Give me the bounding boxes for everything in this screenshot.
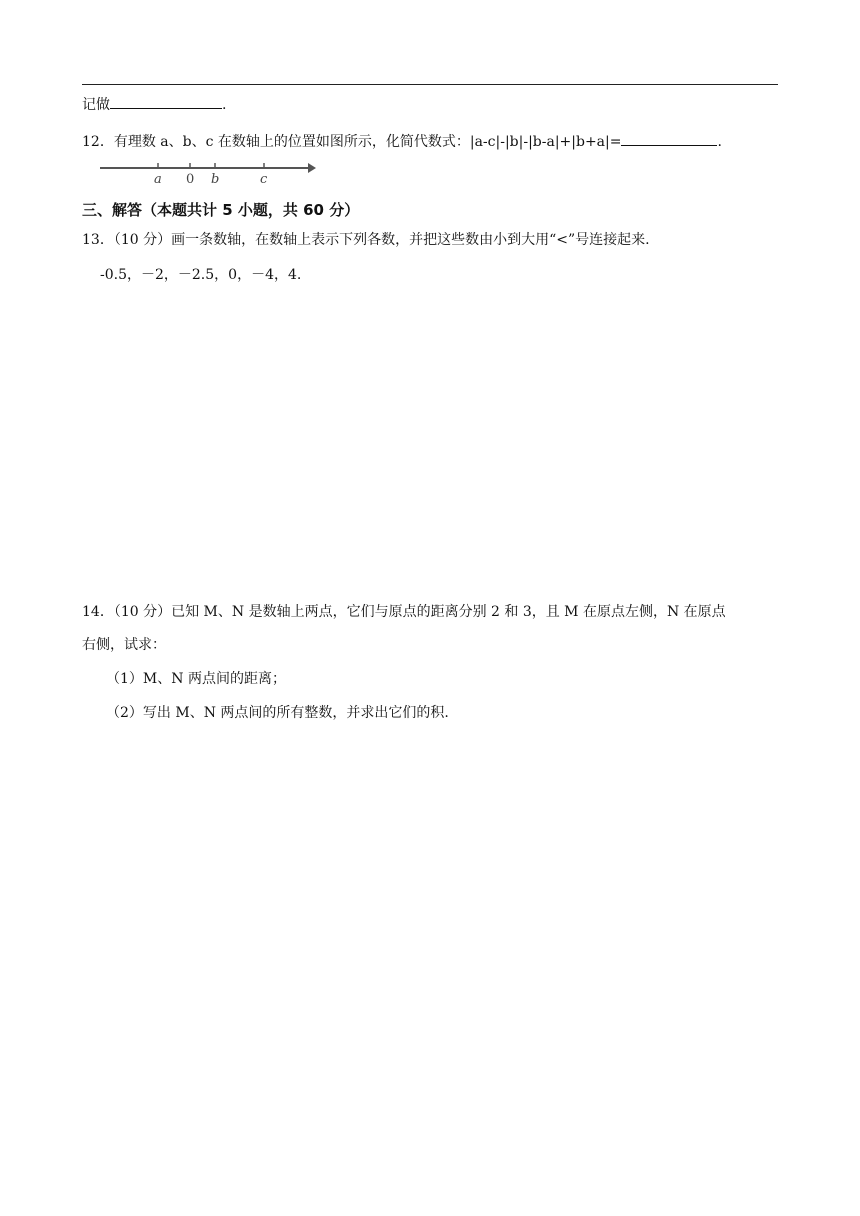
q11-prefix: 记做 [82,97,110,113]
question-13-stem: 13．（10 分）画一条数轴，在数轴上表示下列各数，并把这些数由小到大用“<”号连接起来. [82,232,650,248]
section-3-title: 三、解答（本题共计 5 小题，共 60 分） [82,201,360,219]
label-b: b [211,172,220,187]
question-14-part2: （2）写出 M、N 两点间的所有整数，并求出它们的积. [106,705,449,721]
number-line-figure [96,158,320,188]
question-13-numbers: -0.5，－2，－2.5，0，－4，4. [100,267,302,283]
q12-answer-blank[interactable] [621,131,717,146]
q12-text: 12．有理数 a、b、c 在数轴上的位置如图所示，化简代数式：|a-c|-|b|-|b-a|+|b+a|= [82,134,622,150]
label-c: c [260,172,268,187]
q12-suffix: . [717,134,722,150]
question-12 [82,131,722,152]
question-14-stem-line2: 右侧，试求： [82,637,166,653]
q11-answer-blank[interactable] [110,94,222,109]
label-a: a [154,172,162,187]
number-line-arrow-icon [308,163,316,173]
question-14-part1: （1）M、N 两点间的距离； [106,671,286,687]
q11-suffix: . [222,97,227,113]
page-header-rule [82,84,778,85]
label-0: 0 [186,172,195,187]
question-14-stem-line1: 14．（10 分）已知 M、N 是数轴上两点，它们与原点的距离分别 2 和 3，且 M 在原点左侧，N 在原点 [82,604,726,620]
question-11-tail [82,94,226,115]
